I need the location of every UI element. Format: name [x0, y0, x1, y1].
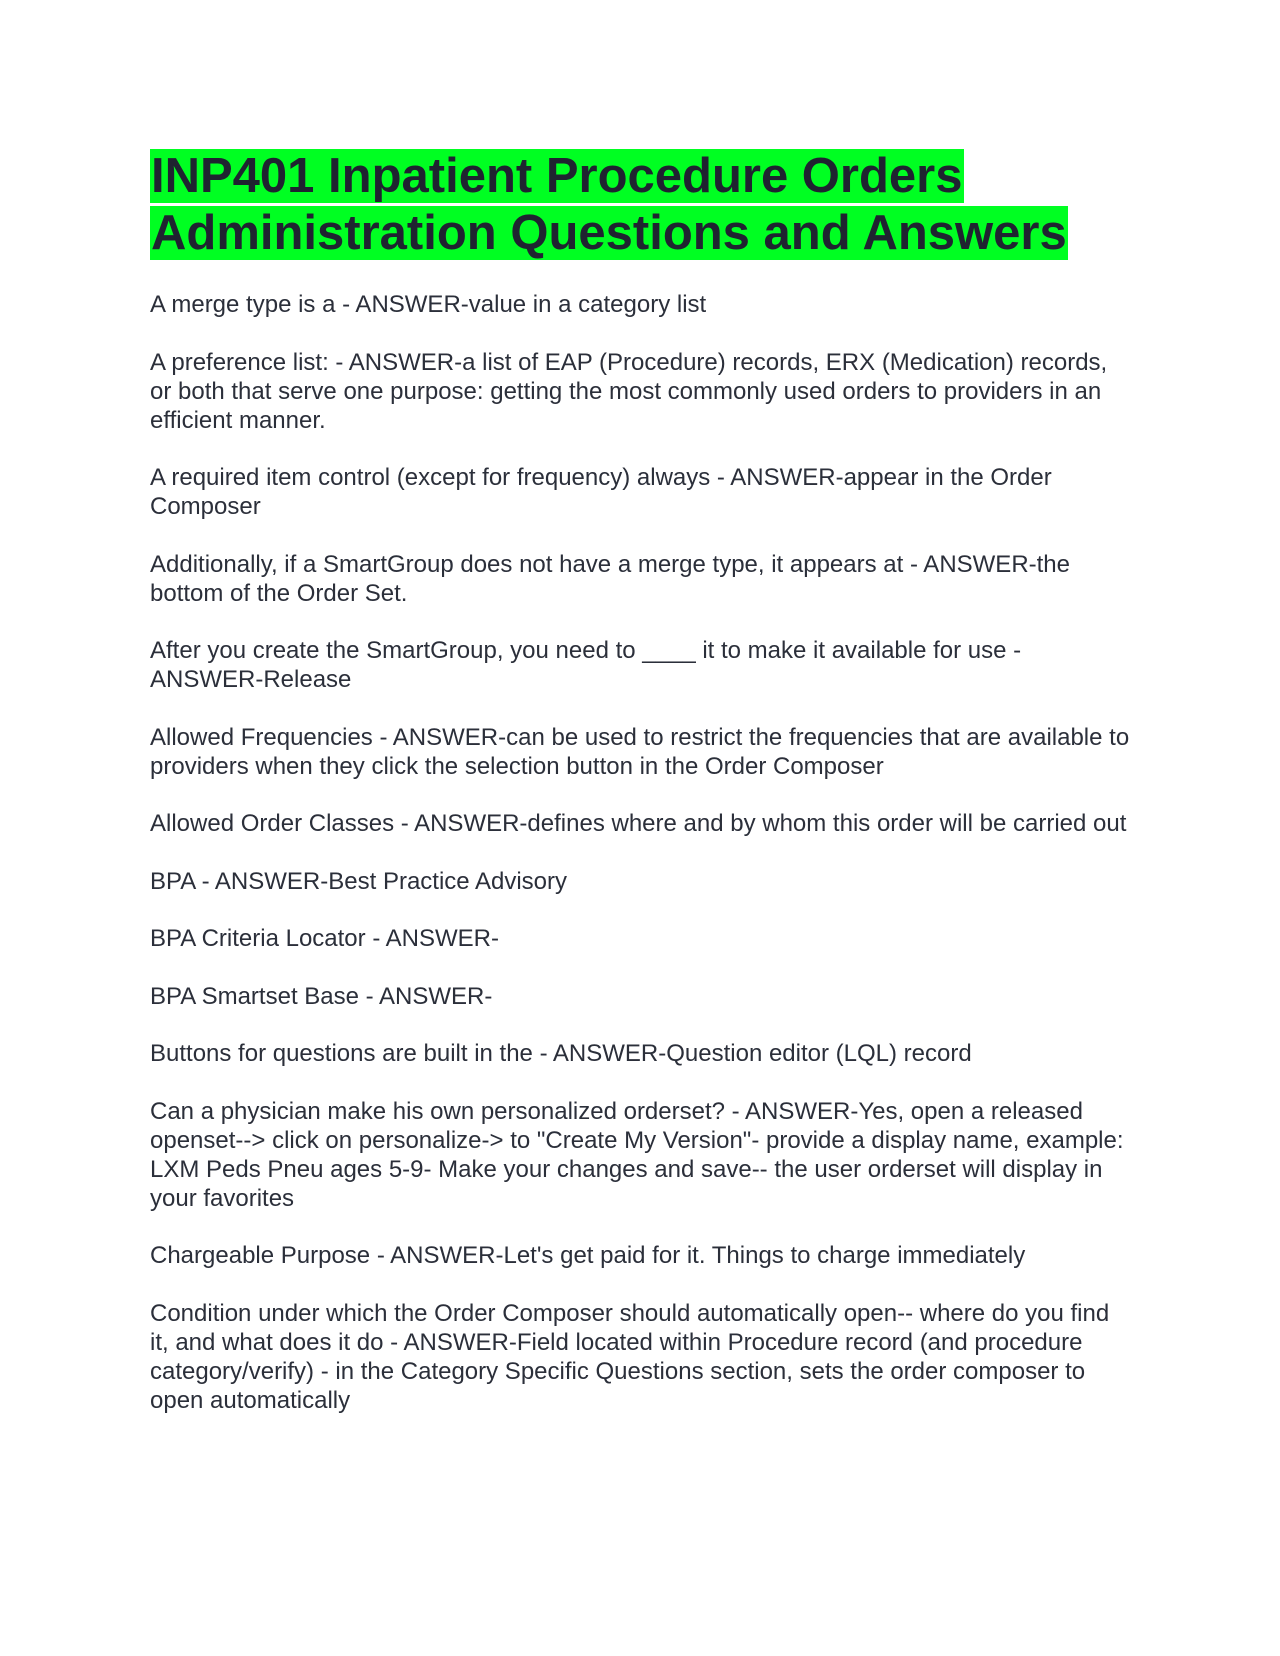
qa-item-preference-list: A preference list: - ANSWER-a list of EAP (Procedure) records, ERX (Medication) records, or both that serve one purpose: getting the most commonly used orders to providers in an efficient manner. — [150, 348, 1108, 434]
qa-item-question-buttons: Buttons for questions are built in the - ANSWER-Question editor (LQL) record — [150, 1040, 972, 1067]
qa-item-smartgroup-release: After you create the SmartGroup, you need to ____ it to make it available for use - ANSWER-Release — [150, 637, 1022, 693]
qa-item-bpa-smartset-base: BPA Smartset Base - ANSWER- — [150, 982, 493, 1010]
qa-item-merge-type: A merge type is a - ANSWER-value in a category list — [150, 291, 707, 318]
qa-item-smartgroup-merge-type: Additionally, if a SmartGroup does not have a merge type, it appears at - ANSWER-the bottom of the Order Set. — [150, 550, 1071, 607]
document-page — [150, 148, 1130, 1443]
qa-item-allowed-order-classes: Allowed Order Classes - ANSWER-defines where and by whom this order will be carried out — [150, 810, 1127, 837]
document-title — [150, 148, 1130, 262]
qa-item-personalized-orderset: Can a physician make his own personalized orderset? - ANSWER-Yes, open a released openset--> click on personalize-> to "Create My Version"- provide a display name, example: LXM Peds Pneu ages 5-9- Make your changes and save-- the user orderset will display in your favorites — [150, 1097, 1124, 1212]
qa-item-bpa-criteria-locator: BPA Criteria Locator - ANSWER- — [150, 925, 499, 952]
title-highlight — [150, 149, 1068, 260]
title-line-1: INP401 Inpatient Procedure Orders — [151, 149, 963, 203]
qa-item-order-composer-condition: Condition under which the Order Composer should automatically open-- where do you find it, and what does it do - ANSWER-Field located within Procedure record (and procedure category/verify) - in the Category Specific Questions section, sets the order composer to open automatically — [150, 1299, 1110, 1414]
title-line-2: Administration Questions and Answers — [151, 206, 1067, 260]
qa-item-bpa: BPA - ANSWER-Best Practice Advisory — [150, 867, 568, 895]
qa-item-required-item-control: A required item control (except for frequency) always - ANSWER-appear in the Order Composer — [150, 464, 1052, 520]
qa-item-allowed-frequencies: Allowed Frequencies - ANSWER-can be used to restrict the frequencies that are available to providers when they click the selection button in the Order Composer — [150, 723, 1130, 780]
qa-item-chargeable-purpose: Chargeable Purpose - ANSWER-Let's get paid for it. Things to charge immediately — [150, 1242, 1026, 1269]
